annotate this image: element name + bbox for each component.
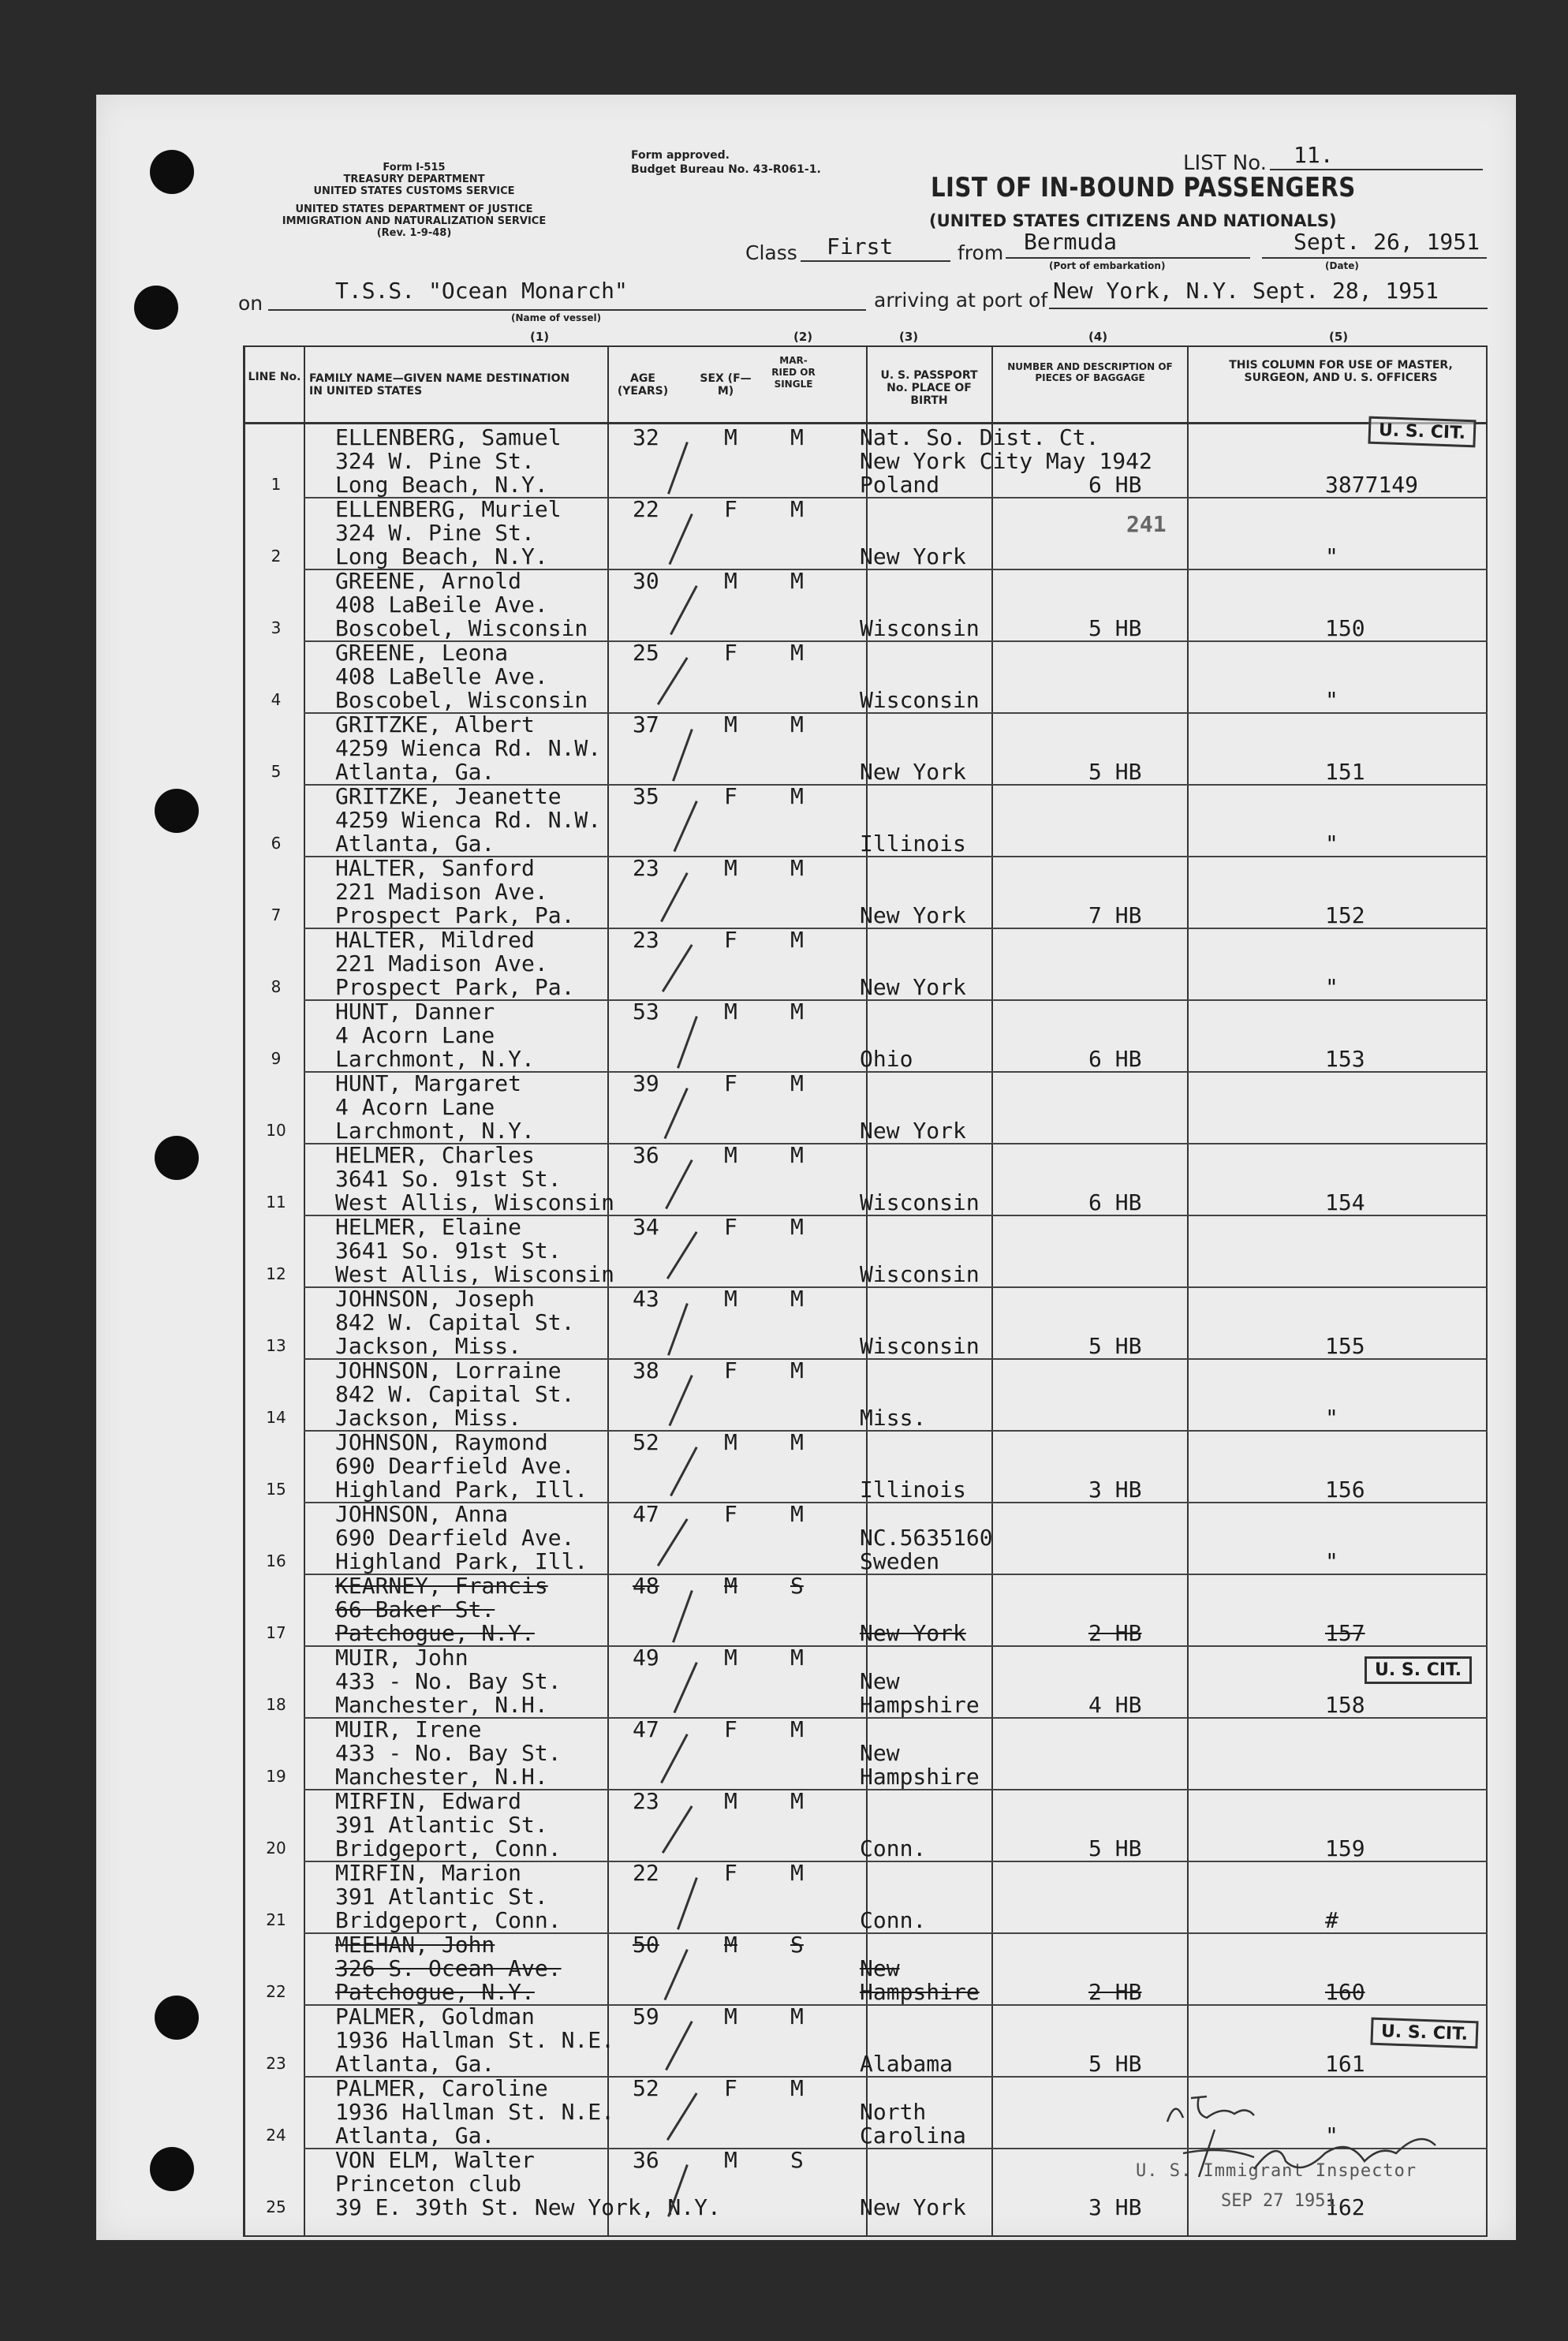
- passenger-sex: F: [724, 1860, 737, 1886]
- marital-status: M: [790, 1860, 804, 1886]
- handwritten-initials: [1159, 2082, 1286, 2130]
- line-number: 19: [266, 1767, 286, 1786]
- marital-status: M: [790, 999, 804, 1025]
- place-of-birth: Alabama: [860, 2051, 954, 2077]
- form-approved-note: Form approved. Budget Bureau No. 43-R061-1.: [631, 149, 821, 176]
- col-header-line-no: LINE No.: [248, 371, 301, 383]
- passenger-name: HELMER, Elaine: [335, 1214, 522, 1240]
- passenger-sex: M: [724, 424, 737, 450]
- passenger-age: 25: [633, 640, 659, 666]
- place-of-birth: Hampshire: [860, 1979, 980, 2005]
- passenger-sex: M: [724, 1142, 737, 1168]
- passenger-address-city: Atlanta, Ga.: [335, 831, 495, 857]
- passenger-address-city: Boscobel, Wisconsin: [335, 687, 588, 713]
- date-underline: [1262, 257, 1487, 259]
- marital-status: M: [790, 1645, 804, 1671]
- column-divider: [991, 345, 993, 2237]
- officer-entry: 152: [1325, 902, 1365, 928]
- officer-entry: 160: [1325, 1979, 1365, 2005]
- place-of-birth: Poland: [860, 472, 940, 498]
- baggage-count: 5 HB: [1088, 1835, 1142, 1861]
- port-underline: [1049, 308, 1488, 309]
- place-of-birth: Hampshire: [860, 1764, 980, 1790]
- passenger-sex: F: [724, 2075, 737, 2101]
- passenger-address-street: 3641 So. 91st St.: [335, 1166, 562, 1192]
- passenger-address-street: 433 - No. Bay St.: [335, 1740, 562, 1766]
- from-underline: [1006, 257, 1250, 259]
- list-number-underline: [1270, 169, 1483, 170]
- passenger-address-city: Long Beach, N.Y.: [335, 543, 548, 569]
- marital-status: M: [790, 1286, 804, 1312]
- passenger-age: 23: [633, 1788, 659, 1814]
- officer-entry: ": [1325, 1405, 1338, 1431]
- passenger-address-city: Highland Park, Ill.: [335, 1477, 588, 1503]
- class-value: First: [827, 233, 894, 259]
- line-number: 9: [271, 1049, 282, 1068]
- passenger-name: MUIR, John: [335, 1645, 469, 1671]
- marital-status: M: [790, 1142, 804, 1168]
- passenger-address-city: Larchmont, N.Y.: [335, 1118, 535, 1144]
- baggage-count: 5 HB: [1088, 759, 1142, 785]
- passenger-address-street: 433 - No. Bay St.: [335, 1668, 562, 1694]
- passenger-age: 43: [633, 1286, 659, 1312]
- passenger-address-street: 221 Madison Ave.: [335, 879, 548, 905]
- passenger-address-street: 408 LaBelle Ave.: [335, 663, 548, 689]
- passenger-name: GREENE, Arnold: [335, 568, 522, 594]
- place-of-birth: Carolina: [860, 2123, 966, 2149]
- passenger-sex: M: [724, 999, 737, 1025]
- passenger-address-street: 324 W. Pine St.: [335, 448, 535, 474]
- passenger-name: JOHNSON, Anna: [335, 1501, 509, 1527]
- passenger-name: MEEHAN, John: [335, 1932, 495, 1958]
- passenger-address-street: 391 Atlantic St.: [335, 1812, 548, 1838]
- place-of-birth: Wisconsin: [860, 1261, 980, 1287]
- passenger-name: GREENE, Leona: [335, 640, 509, 666]
- place-of-birth: Wisconsin: [860, 615, 980, 641]
- passenger-name: ELLENBERG, Muriel: [335, 496, 562, 522]
- passenger-sex: M: [724, 1932, 737, 1958]
- passenger-name: PALMER, Caroline: [335, 2075, 548, 2101]
- place-of-birth: Conn.: [860, 1835, 927, 1861]
- passenger-name: PALMER, Goldman: [335, 2003, 535, 2029]
- passenger-age: 39: [633, 1070, 659, 1096]
- passenger-sex: M: [724, 1788, 737, 1814]
- passenger-name: KEARNEY, Francis: [335, 1573, 548, 1599]
- passenger-name: JOHNSON, Joseph: [335, 1286, 535, 1312]
- marital-status: M: [790, 711, 804, 737]
- line-number: 15: [266, 1480, 286, 1499]
- passenger-sex: M: [724, 855, 737, 881]
- row-divider: [304, 1645, 1488, 1647]
- baggage-count: 5 HB: [1088, 2051, 1142, 2077]
- passenger-address-street: 842 W. Capital St.: [335, 1381, 575, 1407]
- passenger-age: 50: [633, 1932, 659, 1958]
- us-citizen-stamp: U. S. CIT.: [1365, 1656, 1472, 1684]
- passenger-address-city: Patchogue, N.Y.: [335, 1979, 535, 2005]
- passport-info: NC.5635160: [860, 1525, 993, 1551]
- line-number: 5: [271, 762, 282, 781]
- officer-entry: ": [1325, 2123, 1338, 2149]
- passenger-address-city: Prospect Park, Pa.: [335, 974, 575, 1000]
- place-of-birth: Illinois: [860, 831, 966, 857]
- column-divider: [1187, 345, 1189, 2237]
- col-header-officers: THIS COLUMN FOR USE OF MASTER, SURGEON, AND U. S. OFFICERS: [1229, 359, 1453, 384]
- baggage-count: 2 HB: [1088, 1979, 1142, 2005]
- line-number: 10: [266, 1121, 286, 1140]
- marital-status: M: [790, 2075, 804, 2101]
- marital-status: M: [790, 424, 804, 450]
- officer-entry: ": [1325, 831, 1338, 857]
- marital-status: M: [790, 783, 804, 809]
- passenger-address-street: 4 Acorn Lane: [335, 1094, 495, 1120]
- line-number: 25: [266, 2197, 286, 2216]
- officer-entry: #: [1325, 1907, 1338, 1933]
- passenger-name: MUIR, Irene: [335, 1716, 482, 1742]
- passport-info: New: [860, 1955, 900, 1981]
- passenger-age: 36: [633, 2147, 659, 2173]
- col-number-3: (3): [899, 330, 919, 344]
- passenger-name: ELLENBERG, Samuel: [335, 424, 562, 450]
- place-of-birth: New York: [860, 759, 966, 785]
- passenger-age: 34: [633, 1214, 659, 1240]
- passenger-name: HELMER, Charles: [335, 1142, 535, 1168]
- line-number: 4: [271, 690, 282, 709]
- passenger-age: 52: [633, 1429, 659, 1455]
- passenger-address-city: Long Beach, N.Y.: [335, 472, 548, 498]
- date-caption: (Date): [1325, 260, 1359, 271]
- vessel-name: T.S.S. "Ocean Monarch": [335, 278, 628, 304]
- vessel-underline: [268, 309, 866, 311]
- passenger-name: GRITZKE, Albert: [335, 711, 535, 737]
- col-number-1: (1): [530, 330, 550, 344]
- passenger-address-city: Atlanta, Ga.: [335, 759, 495, 785]
- line-number: 17: [266, 1623, 286, 1642]
- marital-status: M: [790, 2003, 804, 2029]
- passenger-age: 37: [633, 711, 659, 737]
- baggage-count: 2 HB: [1088, 1620, 1142, 1646]
- passenger-sex: F: [724, 927, 737, 953]
- passport-info: Nat. So. Dist. Ct.: [860, 424, 1099, 450]
- place-of-birth: Sweden: [860, 1548, 940, 1574]
- inspector-stamp: U. S. Immigrant Inspector: [1136, 2161, 1417, 2181]
- line-number: 18: [266, 1695, 286, 1714]
- line-number: 7: [271, 905, 282, 924]
- line-number: 12: [266, 1264, 286, 1283]
- marital-status: M: [790, 1070, 804, 1096]
- passenger-sex: M: [724, 1573, 737, 1599]
- passenger-sex: M: [724, 1429, 737, 1455]
- marital-status: M: [790, 1788, 804, 1814]
- arrival-port-date: New York, N.Y. Sept. 28, 1951: [1053, 278, 1439, 304]
- line-number: 1: [271, 475, 282, 494]
- line-number: 16: [266, 1551, 286, 1570]
- class-underline: [801, 260, 950, 262]
- place-of-birth: New York: [860, 902, 966, 928]
- us-citizen-stamp: U. S. CIT.: [1368, 416, 1476, 448]
- line-number: 14: [266, 1408, 286, 1427]
- passenger-sex: F: [724, 1716, 737, 1742]
- officer-entry: 162: [1325, 2194, 1365, 2220]
- passenger-name: HALTER, Sanford: [335, 855, 535, 881]
- passenger-address-city: Larchmont, N.Y.: [335, 1046, 535, 1072]
- passenger-age: 49: [633, 1645, 659, 1671]
- baggage-count: 6 HB: [1088, 1046, 1142, 1072]
- line-number: 23: [266, 2054, 286, 2073]
- passenger-name: MIRFIN, Marion: [335, 1860, 522, 1886]
- officer-entry: ": [1325, 687, 1338, 713]
- officer-entry: 153: [1325, 1046, 1365, 1072]
- passenger-sex: F: [724, 496, 737, 522]
- passenger-address-city: 39 E. 39th St. New York, N.Y.: [335, 2194, 721, 2220]
- marital-status: M: [790, 1429, 804, 1455]
- baggage-count: 6 HB: [1088, 1189, 1142, 1215]
- baggage-count: 5 HB: [1088, 1333, 1142, 1359]
- line-number: 24: [266, 2126, 286, 2145]
- place-of-birth: Wisconsin: [860, 1333, 980, 1359]
- baggage-count: 3 HB: [1088, 1477, 1142, 1503]
- form-identification: Form I-515 TREASURY DEPARTMENT UNITED STATES CUSTOMS SERVICE UNITED STATES DEPARTMENT OF JUSTICE IMMIGRATION AND NATURALIZATION SERVICE (Rev. 1-9-48): [282, 162, 547, 239]
- col-header-sex: SEX (F—M): [700, 372, 752, 398]
- line-number: 22: [266, 1982, 286, 2001]
- passenger-sex: M: [724, 1286, 737, 1312]
- passenger-sex: F: [724, 1357, 737, 1383]
- passenger-age: 47: [633, 1501, 659, 1527]
- passenger-sex: F: [724, 1501, 737, 1527]
- officer-entry: 158: [1325, 1692, 1365, 1718]
- marital-status: M: [790, 640, 804, 666]
- marital-status: M: [790, 855, 804, 881]
- officer-entry: ": [1325, 543, 1338, 569]
- passenger-name: HUNT, Margaret: [335, 1070, 522, 1096]
- col-header-age: AGE (YEARS): [617, 372, 669, 398]
- passport-info: New York City May 1942: [860, 448, 1152, 474]
- passenger-age: 36: [633, 1142, 659, 1168]
- officer-entry: ": [1325, 1548, 1338, 1574]
- marital-status: M: [790, 1214, 804, 1240]
- place-of-birth: Hampshire: [860, 1692, 980, 1718]
- list-number-label: LIST No.: [1183, 151, 1267, 175]
- line-number: 8: [271, 977, 282, 996]
- passenger-address-city: Prospect Park, Pa.: [335, 902, 575, 928]
- passenger-name: JOHNSON, Lorraine: [335, 1357, 562, 1383]
- marital-status: M: [790, 1501, 804, 1527]
- place-of-birth: New York: [860, 1118, 966, 1144]
- baggage-count: 5 HB: [1088, 615, 1142, 641]
- officer-entry: 156: [1325, 1477, 1365, 1503]
- passenger-address-street: 391 Atlantic St.: [335, 1884, 548, 1910]
- passenger-address-street: 221 Madison Ave.: [335, 950, 548, 976]
- passenger-address-city: Bridgeport, Conn.: [335, 1907, 562, 1933]
- col-header-passport: U. S. PASSPORT No. PLACE OF BIRTH: [880, 369, 978, 407]
- passenger-address-street: 326 S. Ocean Ave.: [335, 1955, 562, 1981]
- passenger-name: HALTER, Mildred: [335, 927, 535, 953]
- passenger-address-street: 66 Baker St.: [335, 1596, 495, 1622]
- passenger-name: VON ELM, Walter: [335, 2147, 535, 2173]
- inspector-date-stamp: SEP 27 1951: [1221, 2191, 1336, 2211]
- passenger-address-street: 690 Dearfield Ave.: [335, 1525, 575, 1551]
- officer-entry: 157: [1325, 1620, 1365, 1646]
- passenger-age: 22: [633, 496, 659, 522]
- departure-date: Sept. 26, 1951: [1294, 229, 1480, 255]
- passenger-address-street: 324 W. Pine St.: [335, 520, 535, 546]
- passenger-address-city: West Allis, Wisconsin: [335, 1189, 615, 1215]
- col-header-married: MAR-RIED OR SINGLE: [771, 355, 816, 390]
- binder-hole-1: [150, 150, 194, 194]
- document-subtitle: (UNITED STATES CITIZENS AND NATIONALS): [929, 211, 1337, 230]
- officer-entry: 159: [1325, 1835, 1365, 1861]
- marital-status: M: [790, 1716, 804, 1742]
- officer-entry: 154: [1325, 1189, 1365, 1215]
- place-of-birth: Illinois: [860, 1477, 966, 1503]
- passport-info: North: [860, 2099, 927, 2125]
- passenger-age: 59: [633, 2003, 659, 2029]
- place-of-birth: New York: [860, 543, 966, 569]
- passenger-address-street: 4 Acorn Lane: [335, 1022, 495, 1048]
- passenger-address-street: 1936 Hallman St. N.E.: [335, 2099, 615, 2125]
- line-number: 20: [266, 1839, 286, 1857]
- passenger-address-city: Patchogue, N.Y.: [335, 1620, 535, 1646]
- officer-entry: ": [1325, 974, 1338, 1000]
- passenger-sex: M: [724, 2147, 737, 2173]
- port-embarkation-caption: (Port of embarkation): [1049, 260, 1166, 271]
- column-divider: [304, 345, 305, 2237]
- passenger-age: 53: [633, 999, 659, 1025]
- passenger-sex: F: [724, 1070, 737, 1096]
- officer-entry: 151: [1325, 759, 1365, 785]
- line-number: 2: [271, 547, 282, 566]
- place-of-birth: Ohio: [860, 1046, 913, 1072]
- column-divider: [607, 345, 609, 2237]
- marital-status: S: [790, 1573, 804, 1599]
- line-number: 3: [271, 618, 282, 637]
- passenger-address-city: Jackson, Miss.: [335, 1333, 522, 1359]
- passenger-address-city: Highland Park, Ill.: [335, 1548, 588, 1574]
- passenger-address-city: Manchester, N.H.: [335, 1692, 548, 1718]
- officer-entry: 3877149: [1325, 472, 1419, 498]
- passenger-address-city: West Allis, Wisconsin: [335, 1261, 615, 1287]
- line-number: 11: [266, 1193, 286, 1212]
- passenger-age: 47: [633, 1716, 659, 1742]
- us-citizen-stamp: U. S. CIT.: [1370, 2018, 1478, 2049]
- passenger-age: 52: [633, 2075, 659, 2101]
- on-label: on: [238, 292, 263, 315]
- passenger-address-city: Atlanta, Ga.: [335, 2123, 495, 2149]
- passenger-name: MIRFIN, Edward: [335, 1788, 522, 1814]
- place-of-birth: Wisconsin: [860, 1189, 980, 1215]
- line-number: 21: [266, 1910, 286, 1929]
- passenger-address-city: Bridgeport, Conn.: [335, 1835, 562, 1861]
- binder-hole-6: [150, 2147, 194, 2191]
- passport-info: New: [860, 1740, 900, 1766]
- place-of-birth: Conn.: [860, 1907, 927, 1933]
- baggage-count: 4 HB: [1088, 1692, 1142, 1718]
- passenger-address-street: 1936 Hallman St. N.E.: [335, 2027, 615, 2053]
- passenger-sex: M: [724, 711, 737, 737]
- passenger-age: 23: [633, 855, 659, 881]
- marital-status: S: [790, 1932, 804, 1958]
- passenger-age: 48: [633, 1573, 659, 1599]
- passenger-address-street: 4259 Wienca Rd. N.W.: [335, 735, 602, 761]
- marital-status: M: [790, 568, 804, 594]
- binder-hole-2: [134, 286, 178, 330]
- col-header-name: FAMILY NAME—GIVEN NAME DESTINATION IN UNITED STATES: [309, 372, 570, 398]
- marital-status: M: [790, 927, 804, 953]
- passenger-name: HUNT, Danner: [335, 999, 495, 1025]
- arriving-label: arriving at port of: [874, 289, 1048, 312]
- class-label: Class: [745, 241, 797, 264]
- passenger-address-city: Atlanta, Ga.: [335, 2051, 495, 2077]
- passenger-address-street: 408 LaBeile Ave.: [335, 592, 548, 618]
- passport-info: New: [860, 1668, 900, 1694]
- passenger-sex: M: [724, 1645, 737, 1671]
- place-of-birth: Wisconsin: [860, 687, 980, 713]
- passenger-address-street: 4259 Wienca Rd. N.W.: [335, 807, 602, 833]
- passenger-name: JOHNSON, Raymond: [335, 1429, 548, 1455]
- list-number: 11.: [1294, 142, 1334, 168]
- passenger-address-street: Princeton club: [335, 2171, 522, 2197]
- from-label: from: [958, 241, 1004, 264]
- col-number-4: (4): [1088, 330, 1108, 344]
- place-of-birth: New York: [860, 1620, 966, 1646]
- passenger-address-city: Manchester, N.H.: [335, 1764, 548, 1790]
- passenger-address-street: 842 W. Capital St.: [335, 1309, 575, 1335]
- col-number-5: (5): [1329, 330, 1349, 344]
- binder-hole-3: [155, 789, 199, 833]
- passenger-sex: F: [724, 783, 737, 809]
- officer-entry: 155: [1325, 1333, 1365, 1359]
- marital-status: M: [790, 1357, 804, 1383]
- officer-entry: 150: [1325, 615, 1365, 641]
- line-number: 6: [271, 834, 282, 853]
- marital-status: M: [790, 496, 804, 522]
- passenger-age: 22: [633, 1860, 659, 1886]
- document-title: LIST OF IN-BOUND PASSENGERS: [931, 172, 1356, 203]
- from-value: Bermuda: [1024, 229, 1118, 255]
- place-of-birth: New York: [860, 974, 966, 1000]
- passenger-address-city: Boscobel, Wisconsin: [335, 615, 588, 641]
- passenger-age: 32: [633, 424, 659, 450]
- passenger-address-city: Jackson, Miss.: [335, 1405, 522, 1431]
- binder-hole-4: [155, 1136, 199, 1180]
- baggage-count: 3 HB: [1088, 2194, 1142, 2220]
- officer-entry: 161: [1325, 2051, 1365, 2077]
- passenger-age: 35: [633, 783, 659, 809]
- col-number-2: (2): [793, 330, 813, 344]
- marital-status: S: [790, 2147, 804, 2173]
- passenger-address-street: 3641 So. 91st St.: [335, 1238, 562, 1264]
- passenger-address-street: 690 Dearfield Ave.: [335, 1453, 575, 1479]
- line-number: 13: [266, 1336, 286, 1355]
- col-header-baggage: NUMBER AND DESCRIPTION OF PIECES OF BAGGAGE: [1007, 361, 1173, 383]
- binder-hole-5: [155, 1996, 199, 2040]
- passenger-sex: M: [724, 2003, 737, 2029]
- vessel-caption: (Name of vessel): [511, 312, 602, 323]
- passenger-sex: F: [724, 640, 737, 666]
- baggage-count: 7 HB: [1088, 902, 1142, 928]
- baggage-count: 6 HB: [1088, 472, 1142, 498]
- place-of-birth: Miss.: [860, 1405, 927, 1431]
- passenger-name: GRITZKE, Jeanette: [335, 783, 562, 809]
- passenger-age: 23: [633, 927, 659, 953]
- page-number-stamp: 241: [1126, 511, 1167, 537]
- passenger-age: 38: [633, 1357, 659, 1383]
- passenger-sex: M: [724, 568, 737, 594]
- place-of-birth: New York: [860, 2194, 966, 2220]
- passenger-sex: F: [724, 1214, 737, 1240]
- passenger-age: 30: [633, 568, 659, 594]
